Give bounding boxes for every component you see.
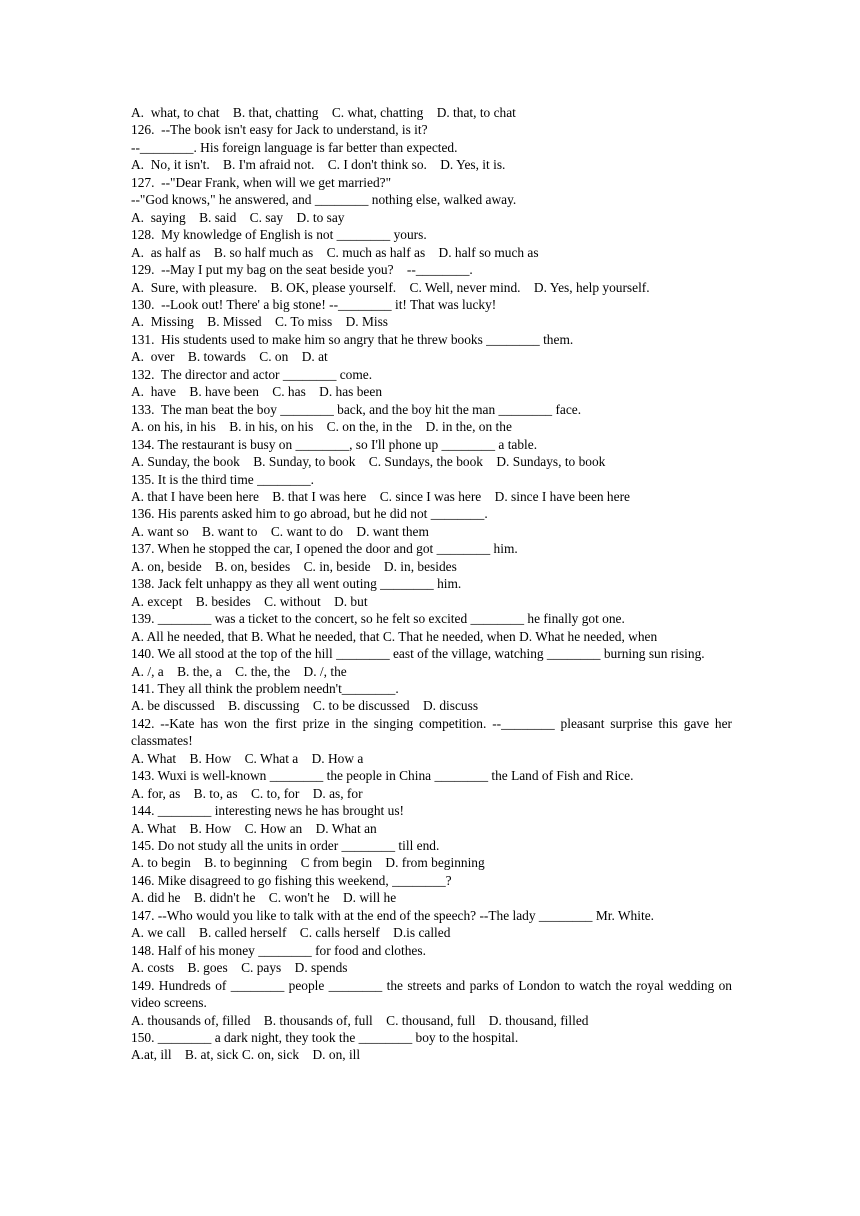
answer-options: A. that I have been here B. that I was here C. since I was here D. since I have been here <box>131 488 630 504</box>
question-text: 149. Hundreds of ________ people ________ the streets and parks of London to watch the royal wedding on video screens. <box>131 977 732 1011</box>
question-text: 139. ________ was a ticket to the concert, so he felt so excited ________ he finally got one. <box>131 611 625 627</box>
question-text: 128. My knowledge of English is not ________ yours. <box>131 227 427 243</box>
question-text: 135. It is the third time ________. <box>131 471 314 487</box>
answer-options: --"God knows," he answered, and ________ nothing else, walked away. <box>131 192 517 208</box>
answer-options: A. What B. How C. How an D. What an <box>131 820 377 836</box>
question-text: 136. His parents asked him to go abroad, but he did not ________. <box>131 506 488 522</box>
question-text: 140. We all stood at the top of the hill ________ east of the village, watching ________ burning sun rising. <box>131 646 705 662</box>
question-text: 127. --"Dear Frank, when will we get married?" <box>131 174 392 190</box>
question-text: 129. --May I put my bag on the seat beside you? --________. <box>131 262 473 278</box>
question-text: 134. The restaurant is busy on ________, so I'll phone up ________ a table. <box>131 436 538 452</box>
answer-options: A. on his, in his B. in his, on his C. on the, in the D. in the, on the <box>131 419 512 435</box>
answer-options: A. what, to chat B. that, chatting C. what, chatting D. that, to chat <box>131 105 516 120</box>
question-text: 147. --Who would you like to talk with at the end of the speech? --The lady ________ Mr. White. <box>131 907 654 923</box>
answer-options: A. saying B. said C. say D. to say <box>131 209 345 225</box>
answer-options: A. on, beside B. on, besides C. in, beside D. in, besides <box>131 558 457 574</box>
question-text: 137. When he stopped the car, I opened the door and got ________ him. <box>131 541 518 557</box>
answer-options: A. What B. How C. What a D. How a <box>131 750 364 766</box>
answer-options: A. have B. have been C. has D. has been <box>131 384 383 400</box>
answer-options: A. for, as B. to, as C. to, for D. as, for <box>131 785 363 801</box>
question-text: 126. --The book isn't easy for Jack to understand, is it? <box>131 122 428 138</box>
answer-options: A. we call B. called herself C. calls herself D.is called <box>131 925 451 941</box>
question-text: 146. Mike disagreed to go fishing this weekend, ________? <box>131 872 452 888</box>
question-text: 141. They all think the problem needn't________. <box>131 680 399 696</box>
answer-options: A. /, a B. the, a C. the, the D. /, the <box>131 663 347 679</box>
answer-options: A. did he B. didn't he C. won't he D. will he <box>131 890 397 906</box>
answer-options: A. be discussed B. discussing C. to be discussed D. discuss <box>131 698 479 714</box>
answer-options: A. except B. besides C. without D. but <box>131 593 368 609</box>
answer-options: A. to begin B. to beginning C from begin D. from beginning <box>131 855 485 871</box>
answer-options: A. Sure, with pleasure. B. OK, please yourself. C. Well, never mind. D. Yes, help yourself. <box>131 279 650 295</box>
answer-options: A. want so B. want to C. want to do D. want them <box>131 523 429 539</box>
question-text: 130. --Look out! There' a big stone! --________ it! That was lucky! <box>131 296 497 312</box>
document-page <box>131 104 732 1064</box>
question-text: 143. Wuxi is well-known ________ the people in China ________ the Land of Fish and Rice. <box>131 768 634 784</box>
answer-options: A. thousands of, filled B. thousands of, full C. thousand, full D. thousand, filled <box>131 1012 589 1028</box>
question-text: 132. The director and actor ________ come. <box>131 366 373 382</box>
answer-options: A. All he needed, that B. What he needed, that C. That he needed, when D. What he needed, when <box>131 628 658 644</box>
answer-options: A. as half as B. so half much as C. much as half as D. half so much as <box>131 244 539 260</box>
question-text: 145. Do not study all the units in order ________ till end. <box>131 838 440 854</box>
answer-options: A.at, ill B. at, sick C. on, sick D. on, ill <box>131 1047 361 1063</box>
answer-options: A. No, it isn't. B. I'm afraid not. C. I don't think so. D. Yes, it is. <box>131 157 506 173</box>
question-text: 150. ________ a dark night, they took the ________ boy to the hospital. <box>131 1030 519 1046</box>
answer-options: A. Sunday, the book B. Sunday, to book C. Sundays, the book D. Sundays, to book <box>131 454 606 470</box>
question-text: 142. --Kate has won the first prize in the singing competition. --________ pleasant surprise this gave her classmates! <box>131 715 732 749</box>
question-text: 148. Half of his money ________ for food and clothes. <box>131 942 426 958</box>
answer-options: A. Missing B. Missed C. To miss D. Miss <box>131 314 389 330</box>
answer-options: --________. His foreign language is far better than expected. <box>131 139 458 155</box>
answer-options: A. over B. towards C. on D. at <box>131 349 328 365</box>
question-text: 138. Jack felt unhappy as they all went outing ________ him. <box>131 576 462 592</box>
question-text: 144. ________ interesting news he has brought us! <box>131 803 404 819</box>
question-text: 133. The man beat the boy ________ back, and the boy hit the man ________ face. <box>131 401 582 417</box>
answer-options: A. costs B. goes C. pays D. spends <box>131 960 348 976</box>
question-text: 131. His students used to make him so angry that he threw books ________ them. <box>131 331 574 347</box>
